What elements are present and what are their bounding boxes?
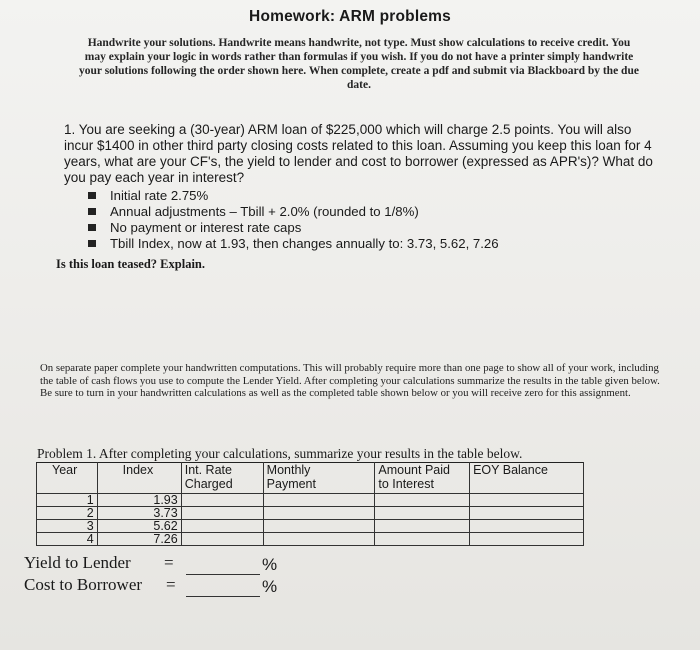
yield-equals: = bbox=[164, 553, 174, 572]
table-row bbox=[37, 520, 584, 533]
summary-table bbox=[36, 462, 584, 546]
bullet-item: No payment or interest rate caps bbox=[88, 220, 664, 236]
cell-monthly-payment[interactable] bbox=[263, 533, 375, 546]
cell-int-rate[interactable] bbox=[181, 494, 263, 507]
cell-index: 5.62 bbox=[97, 520, 181, 533]
cell-monthly-payment[interactable] bbox=[263, 507, 375, 520]
bullet-square-icon bbox=[88, 192, 96, 199]
question-1-text: 1. You are seeking a (30-year) ARM loan of $225,000 which will charge 2.5 points. You will also incur $1400 in other third party closing costs related to this loan. Assuming you keep this loan for 4 years, what are your CF's, the yield to lender and cost to borrower (expressed as APR's)? What do you pay each year in interest? bbox=[64, 122, 653, 185]
cost-percent: % bbox=[262, 577, 278, 596]
header-monthly-payment: Monthly Payment bbox=[263, 463, 375, 494]
question-1 bbox=[64, 122, 664, 252]
header-eoy-balance: EOY Balance bbox=[470, 463, 584, 494]
cell-eoy-balance[interactable] bbox=[470, 494, 584, 507]
header-amount-paid: Amount Paid to Interest bbox=[375, 463, 470, 494]
cell-int-rate[interactable] bbox=[181, 520, 263, 533]
cell-index: 1.93 bbox=[97, 494, 181, 507]
cell-eoy-balance[interactable] bbox=[470, 507, 584, 520]
cell-int-rate[interactable] bbox=[181, 507, 263, 520]
bullet-square-icon bbox=[88, 240, 96, 247]
table-caption: Problem 1. After completing your calculations, summarize your results in the table below. bbox=[37, 446, 523, 461]
table-header-row bbox=[37, 463, 584, 494]
question-1-bullets bbox=[64, 188, 664, 252]
table-row bbox=[37, 494, 584, 507]
cell-year: 2 bbox=[37, 507, 98, 520]
cell-amount-paid[interactable] bbox=[375, 520, 470, 533]
cell-eoy-balance[interactable] bbox=[470, 520, 584, 533]
teased-question: Is this loan teased? Explain. bbox=[56, 257, 205, 271]
header-year: Year bbox=[37, 463, 98, 494]
yield-to-lender-blank[interactable] bbox=[186, 573, 260, 575]
cell-monthly-payment[interactable] bbox=[263, 520, 375, 533]
bullet-item: Annual adjustments – Tbill + 2.0% (rounded to 1/8%) bbox=[88, 204, 664, 220]
table-row bbox=[37, 533, 584, 546]
cell-index: 3.73 bbox=[97, 507, 181, 520]
cost-to-borrower-blank[interactable] bbox=[186, 595, 260, 597]
header-int-rate: Int. Rate Charged bbox=[181, 463, 263, 494]
bullet-square-icon bbox=[88, 208, 96, 215]
cell-amount-paid[interactable] bbox=[375, 533, 470, 546]
instructions: Handwrite your solutions. Handwrite means handwrite, not type. Must show calculations to receive credit. You may explain your logic in words rather than formulas if you wish. If you do not have a printer simply handwrite your solutions following the order shown here. When complete, create a pdf and submit via Blackboard by the due date. bbox=[79, 37, 639, 91]
page-title: Homework: ARM problems bbox=[249, 8, 451, 25]
cell-year: 3 bbox=[37, 520, 98, 533]
cell-int-rate[interactable] bbox=[181, 533, 263, 546]
cell-amount-paid[interactable] bbox=[375, 507, 470, 520]
cost-to-borrower-label: Cost to Borrower bbox=[24, 575, 143, 594]
header-index: Index bbox=[97, 463, 181, 494]
cell-eoy-balance[interactable] bbox=[470, 533, 584, 546]
cost-equals: = bbox=[166, 575, 176, 594]
bullet-square-icon bbox=[88, 224, 96, 231]
cell-amount-paid[interactable] bbox=[375, 494, 470, 507]
yield-to-lender-label: Yield to Lender bbox=[24, 553, 131, 572]
bullet-item: Initial rate 2.75% bbox=[88, 188, 664, 204]
cell-year: 4 bbox=[37, 533, 98, 546]
cell-monthly-payment[interactable] bbox=[263, 494, 375, 507]
yield-percent: % bbox=[262, 555, 278, 574]
bullet-item: Tbill Index, now at 1.93, then changes annually to: 3.73, 5.62, 7.26 bbox=[88, 236, 664, 252]
separate-paper-instructions: On separate paper complete your handwritten computations. This will probably require more than one page to show all of your work, including the table of cash flows you use to compute the Lender Yield. After completing your calculations summarize the results in the table given below. Be sure to turn in your handwritten calculations as well as the completed table shown below or you will receive zero for this assignment. bbox=[40, 362, 660, 399]
cell-index: 7.26 bbox=[97, 533, 181, 546]
table-row bbox=[37, 507, 584, 520]
cell-year: 1 bbox=[37, 494, 98, 507]
